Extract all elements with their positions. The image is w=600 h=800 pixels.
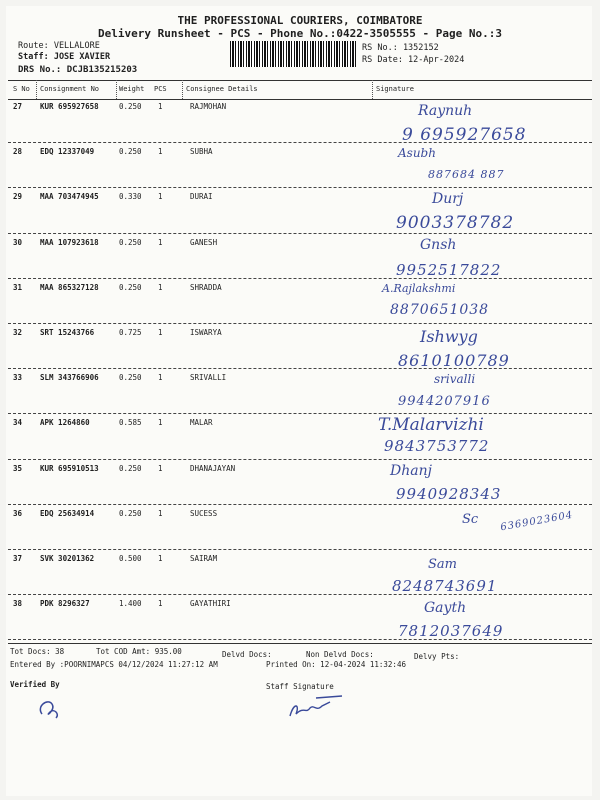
signature-phone: 9940928343 bbox=[396, 484, 502, 503]
row-divider bbox=[8, 233, 592, 234]
row-weight: 0.250 bbox=[119, 463, 142, 473]
row-consignment: SRT 15243766 bbox=[40, 328, 95, 337]
signature-phone: 9843753772 bbox=[384, 437, 490, 456]
barcode bbox=[230, 41, 356, 67]
row-weight: 0.725 bbox=[119, 328, 142, 337]
row-consignment: KUR 695927658 bbox=[40, 102, 99, 111]
signature-phone: 6369023604 bbox=[499, 509, 575, 534]
row-weight: 0.250 bbox=[119, 147, 142, 157]
header-bottom-rule bbox=[8, 99, 592, 100]
row-weight: 0.250 bbox=[119, 508, 142, 518]
row-sno: 27 bbox=[13, 102, 23, 111]
row-sno: 28 bbox=[13, 147, 23, 157]
row-pcs: 1 bbox=[158, 373, 163, 383]
staff-signature-label: Staff Signature bbox=[266, 682, 334, 691]
signature-phone: 7812037649 bbox=[398, 622, 504, 641]
signature-phone: 8870651038 bbox=[390, 301, 490, 318]
row-pcs: 1 bbox=[158, 147, 163, 157]
row-consignee: SAIRAM bbox=[190, 554, 218, 563]
row-consignment: SVK 30201362 bbox=[40, 554, 95, 563]
company-title: THE PROFESSIONAL COURIERS, COIMBATORE bbox=[177, 14, 423, 27]
row-consignment: KUR 695910513 bbox=[40, 463, 99, 473]
tot-cod: Tot COD Amt: 935.00 bbox=[96, 647, 182, 656]
row-sno: 36 bbox=[13, 508, 23, 518]
row-consignee: DHANAJAYAN bbox=[190, 463, 236, 473]
row-divider bbox=[8, 278, 592, 279]
row-weight: 0.250 bbox=[119, 102, 142, 111]
row-pcs: 1 bbox=[158, 237, 163, 247]
runsheet-subtitle: Delivery Runsheet - PCS - Phone No.:0422-3505555 - Page No.:3 bbox=[98, 27, 502, 40]
row-divider bbox=[8, 549, 592, 550]
col-pcs: PCS bbox=[154, 85, 167, 93]
row-divider bbox=[8, 504, 592, 505]
row-divider bbox=[8, 459, 592, 460]
row-consignment: MAA 865327128 bbox=[40, 282, 99, 292]
row-pcs: 1 bbox=[158, 328, 163, 337]
non-delvd-docs: Non Delvd Docs: bbox=[306, 650, 374, 659]
row-pcs: 1 bbox=[158, 463, 163, 473]
verified-by-label: Verified By bbox=[10, 680, 60, 689]
delvy-pts: Delvy Pts: bbox=[414, 652, 460, 661]
col-divider bbox=[36, 80, 37, 99]
row-consignee: SRIVALLI bbox=[190, 373, 227, 383]
staff-label: Staff: JOSE XAVIER bbox=[18, 52, 111, 62]
row-weight: 0.585 bbox=[119, 418, 142, 428]
row-sno: 38 bbox=[13, 599, 23, 609]
tot-docs: Tot Docs: 38 bbox=[10, 647, 65, 656]
col-consignment: Consignment No bbox=[40, 85, 100, 93]
row-sno: 30 bbox=[13, 237, 23, 247]
printed-on: Printed On: 12-04-2024 11:32:46 bbox=[266, 660, 406, 669]
signature-phone: 8248743691 bbox=[392, 577, 498, 595]
row-pcs: 1 bbox=[158, 282, 163, 292]
col-signature: Signature bbox=[376, 85, 414, 93]
row-weight: 0.250 bbox=[119, 237, 142, 247]
signature-name: A.Rajlakshmi bbox=[382, 281, 456, 295]
row-sno: 34 bbox=[13, 418, 23, 428]
rs-date: RS Date: 12-Apr-2024 bbox=[362, 55, 465, 65]
col-weight: Weight bbox=[119, 85, 145, 93]
row-consignment: EDQ 12337049 bbox=[40, 147, 95, 157]
row-consignee: SHRADDA bbox=[190, 282, 222, 292]
drs-number: DRS No.: DCJB135215203 bbox=[18, 65, 138, 75]
signature-name: srivalli bbox=[434, 372, 476, 387]
row-divider bbox=[8, 323, 592, 324]
row-pcs: 1 bbox=[158, 508, 163, 518]
signature-name: Ishwyg bbox=[420, 327, 478, 346]
signature-name: Raynuh bbox=[418, 103, 473, 119]
totals-rule bbox=[8, 643, 592, 644]
signature-name: Gnsh bbox=[420, 236, 457, 253]
row-consignment: SLM 343766906 bbox=[40, 373, 99, 383]
signature-phone: 887684 887 bbox=[428, 168, 505, 182]
row-consignee: RAJMOHAN bbox=[190, 102, 227, 111]
row-weight: 0.250 bbox=[119, 282, 142, 292]
row-sno: 32 bbox=[13, 328, 23, 337]
row-sno: 29 bbox=[13, 192, 23, 202]
row-divider bbox=[8, 639, 592, 640]
row-pcs: 1 bbox=[158, 192, 163, 202]
row-consignee: ISWARYA bbox=[190, 328, 222, 337]
col-consignee: Consignee Details bbox=[186, 85, 258, 93]
row-consignment: APK 1264860 bbox=[40, 418, 90, 428]
verified-signature-scribble bbox=[34, 692, 64, 722]
row-weight: 0.330 bbox=[119, 192, 142, 202]
row-weight: 1.400 bbox=[119, 599, 142, 609]
row-consignment: MAA 703474945 bbox=[40, 192, 99, 202]
row-divider bbox=[8, 368, 592, 369]
signature-name: T.Malarvizhi bbox=[378, 415, 484, 436]
row-divider bbox=[8, 187, 592, 188]
row-consignee: GANESH bbox=[190, 237, 218, 247]
delvd-docs: Delvd Docs: bbox=[222, 650, 272, 659]
col-sno: S No bbox=[13, 85, 30, 93]
signature-phone: 8610100789 bbox=[398, 351, 510, 370]
col-divider bbox=[372, 80, 373, 99]
row-pcs: 1 bbox=[158, 599, 163, 609]
col-divider bbox=[182, 80, 183, 99]
row-divider bbox=[8, 142, 592, 143]
signature-phone: 9952517822 bbox=[396, 260, 502, 279]
entered-by: Entered By :POORNIMAPCS 04/12/2024 11:27:12 AM bbox=[10, 660, 218, 669]
row-pcs: 1 bbox=[158, 102, 163, 111]
signature-phone: 9 695927658 bbox=[402, 125, 527, 145]
signature-phone: 9003378782 bbox=[396, 213, 515, 234]
row-consignee: SUCESS bbox=[190, 508, 218, 518]
row-divider bbox=[8, 413, 592, 414]
header-top-rule bbox=[8, 80, 592, 81]
row-sno: 31 bbox=[13, 282, 23, 292]
row-weight: 0.500 bbox=[119, 554, 142, 563]
signature-name: Sc bbox=[462, 511, 479, 527]
rs-number: RS No.: 1352152 bbox=[362, 43, 439, 53]
row-weight: 0.250 bbox=[119, 373, 142, 383]
staff-signature-scribble bbox=[286, 690, 346, 724]
signature-phone: 9944207916 bbox=[398, 394, 491, 410]
row-divider bbox=[8, 594, 592, 595]
row-sno: 33 bbox=[13, 373, 23, 383]
signature-name: Sam bbox=[428, 557, 457, 572]
row-sno: 37 bbox=[13, 554, 23, 563]
col-divider bbox=[116, 80, 117, 99]
row-consignee: MALAR bbox=[190, 418, 213, 428]
row-pcs: 1 bbox=[158, 418, 163, 428]
row-consignment: PDK 8296327 bbox=[40, 599, 90, 609]
route-label: Route: VELLALORE bbox=[18, 41, 100, 51]
row-consignment: EDQ 25634914 bbox=[40, 508, 95, 518]
signature-name: Durj bbox=[432, 191, 464, 208]
row-pcs: 1 bbox=[158, 554, 163, 563]
row-consignee: GAYATHIRI bbox=[190, 599, 231, 609]
row-sno: 35 bbox=[13, 463, 23, 473]
signature-name: Gayth bbox=[424, 600, 467, 617]
row-consignee: DURAI bbox=[190, 192, 213, 202]
row-consignee: SUBHA bbox=[190, 147, 213, 157]
signature-name: Asubh bbox=[398, 146, 436, 161]
signature-name: Dhanj bbox=[390, 462, 432, 479]
row-consignment: MAA 107923618 bbox=[40, 237, 99, 247]
